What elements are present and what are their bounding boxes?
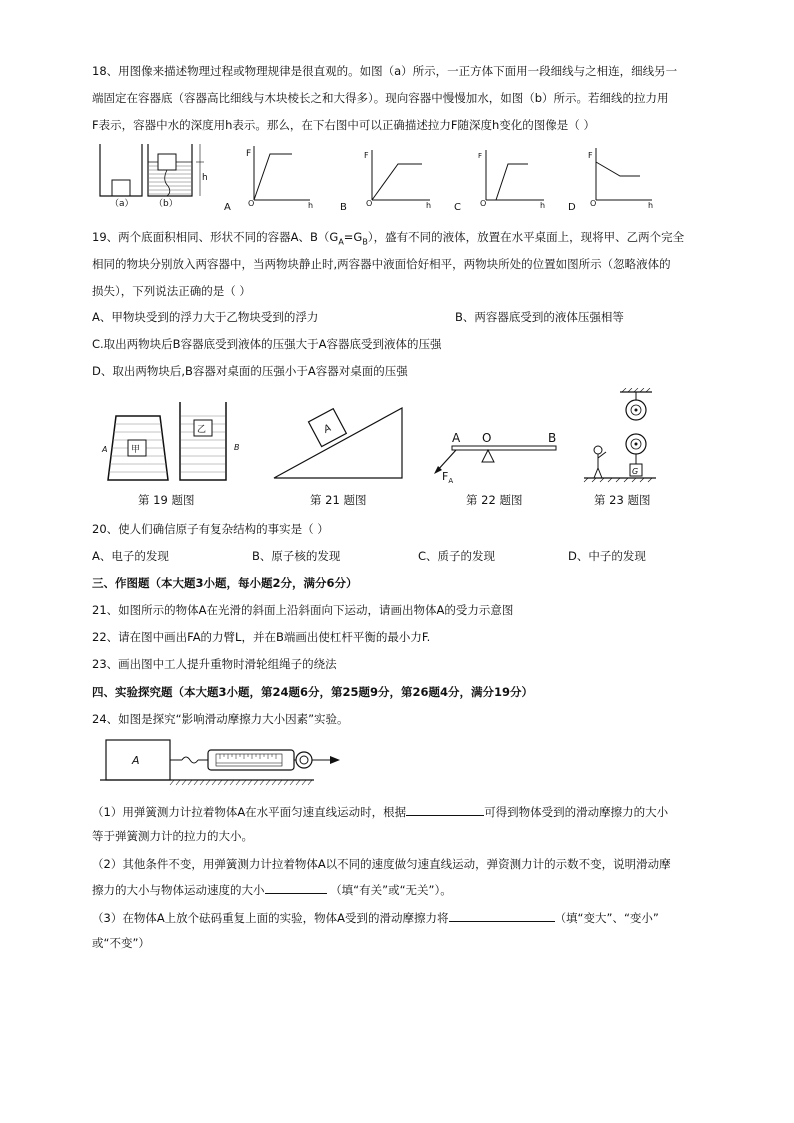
fig23-label-G: G bbox=[632, 467, 639, 476]
q18-line3: F表示，容器中水的深度用h表示。那么，在下右图中可以正确描述拉力F随深度h变化的图像是（ ） bbox=[92, 118, 595, 132]
fig22-label-A: A bbox=[452, 431, 461, 445]
fig22-label-F: $F_A$ bbox=[442, 470, 454, 485]
q19-option-A: A、甲物块受到的浮力大于乙物块受到的浮力 bbox=[92, 310, 319, 324]
q24-part1-blank[interactable] bbox=[406, 803, 484, 816]
fig19 bbox=[101, 402, 240, 507]
q18-C-axis-F: F bbox=[478, 152, 483, 160]
q18-B-axis-F: F bbox=[364, 151, 369, 160]
q18-container-a bbox=[100, 144, 142, 209]
q24-part2-pre: 擦力的大小与物体运动速度的大小 bbox=[92, 883, 265, 897]
q20-option-D: D、中子的发现 bbox=[568, 549, 646, 563]
q22-text: 22、请在图中画出FA的力臂L，并在B端画出使杠杆平衡的最小力F. bbox=[92, 630, 431, 644]
q24-part3-blank[interactable] bbox=[449, 909, 555, 922]
q24-part1-pre: （1）用弹簧测力计拉着物体A在水平面匀速直线运动时，根据 bbox=[92, 805, 407, 819]
q18-A-axis-h: h bbox=[308, 201, 314, 210]
q20-option-A: A、电子的发现 bbox=[92, 549, 169, 563]
q18-line1: 18、用图像来描述物理过程或物理规律是很直观的。如图（a）所示，一正方体下面用一段细线与之相连，细线另一 bbox=[92, 64, 678, 78]
q18-line2: 端固定在容器底（容器高比细线与木块棱长之和大得多）。现向容器中慢慢加水，如图（b）所示。若细线的拉力用 bbox=[92, 91, 669, 105]
fig19-jia: 甲 bbox=[131, 445, 141, 455]
q24-part3-line1 bbox=[92, 909, 659, 926]
q18-A-axis-F: F bbox=[246, 149, 252, 159]
figures-row bbox=[100, 388, 660, 514]
fig21 bbox=[274, 408, 402, 507]
section3-title: 三、作图题（本大题3小题，每小题2分，满分6分） bbox=[92, 576, 358, 590]
fig22-caption: 第 22 题图 bbox=[466, 493, 523, 507]
fig23 bbox=[584, 388, 656, 507]
q24-stem: 24、如图是探究“影响滑动摩擦力大小因素”实验。 bbox=[92, 712, 349, 726]
q19-line1-post: ），盛有不同的液体，放置在水平桌面上，现将甲、乙两个完全 bbox=[367, 230, 685, 244]
q19-option-C: C.取出两物块后B容器底受到液体的压强大于A容器底受到液体的压强 bbox=[92, 337, 442, 351]
fig21-label-A: A bbox=[322, 422, 334, 436]
q19-line1-mid: =G bbox=[343, 230, 363, 244]
q18-graph-D bbox=[568, 148, 653, 213]
q18-option-B: B bbox=[340, 202, 347, 213]
q18-graph-C bbox=[454, 150, 545, 213]
fig19-yi: 乙 bbox=[197, 425, 207, 435]
q21-text: 21、如图所示的物体A在光滑的斜面上沿斜面向下运动，请画出物体A的受力示意图 bbox=[92, 603, 514, 617]
q18-label-a: （a） bbox=[110, 199, 134, 209]
q19-line1-pre: 19、两个底面积相同、形状不同的容器A、B（G bbox=[92, 230, 339, 244]
q24-part3-pre: （3）在物体A上放个砝码重复上面的实验，物体A受到的滑动摩擦力将 bbox=[92, 911, 449, 925]
q18-option-D: D bbox=[568, 202, 576, 213]
q20-option-B: B、原子核的发现 bbox=[252, 549, 341, 563]
q19-sub-A: A bbox=[338, 237, 344, 247]
fig22-label-B: B bbox=[548, 431, 557, 445]
q18-A-origin: O bbox=[248, 199, 255, 208]
q23-text: 23、画出图中工人提升重物时滑轮组绳子的绕法 bbox=[92, 657, 337, 671]
q24-part1-line1 bbox=[92, 803, 668, 820]
q19-line1 bbox=[92, 229, 684, 250]
q24-part3-post: （填“变大”、“变小” bbox=[554, 911, 659, 925]
q18-C-origin: O bbox=[480, 199, 487, 208]
q18-figure bbox=[92, 140, 672, 216]
q24-part1-line2: 等于弹簧测力计的拉力的大小。 bbox=[92, 829, 253, 843]
fig23-caption: 第 23 题图 bbox=[594, 493, 651, 507]
q24-figure bbox=[100, 732, 350, 788]
q24-part3-line2: 或“不变”） bbox=[92, 936, 150, 950]
q19-option-B: B、两容器底受到的液体压强相等 bbox=[455, 310, 624, 324]
fig19-label-A: A bbox=[102, 445, 108, 454]
q18-B-axis-h: h bbox=[426, 201, 432, 210]
section4-title: 四、实验探究题（本大题3小题，第24题6分，第25题9分，第26题4分，满分19分） bbox=[92, 685, 534, 699]
q20-stem: 20、使人们确信原子有复杂结构的事实是（ ） bbox=[92, 522, 329, 536]
q18-option-C: C bbox=[454, 202, 461, 213]
q18-C-axis-h: h bbox=[540, 201, 546, 210]
q18-option-A: A bbox=[224, 202, 231, 213]
q18-D-origin: O bbox=[590, 199, 597, 208]
q19-line2: 相同的物块分别放入两容器中，当两物块静止时,两容器中液面恰好相平，两物块所处的位置如图所示（忽略液体的 bbox=[92, 257, 671, 271]
fig21-caption: 第 21 题图 bbox=[310, 493, 367, 507]
q24-label-A: A bbox=[132, 754, 140, 767]
q18-D-axis-F: F bbox=[588, 151, 593, 160]
q20-option-C: C、质子的发现 bbox=[418, 549, 496, 563]
q18-B-origin: O bbox=[366, 199, 373, 208]
q24-part2-line2 bbox=[92, 881, 452, 898]
q18-graph-B bbox=[340, 150, 431, 213]
q24-part2-post: （填“有关”或“无关”）。 bbox=[326, 883, 452, 897]
q19-option-D: D、取出两物块后,B容器对桌面的压强小于A容器对桌面的压强 bbox=[92, 364, 408, 378]
fig19-caption: 第 19 题图 bbox=[138, 493, 195, 507]
q24-part1-post: 可得到物体受到的滑动摩擦力的大小 bbox=[484, 805, 669, 819]
q18-graph-A bbox=[224, 146, 313, 213]
fig22 bbox=[434, 431, 556, 507]
q24-part2-blank[interactable] bbox=[265, 881, 327, 894]
q19-line3: 损失），下列说法正确的是（ ） bbox=[92, 284, 251, 298]
q24-part2-line1: （2）其他条件不变，用弹簧测力计拉着物体A以不同的速度做匀速直线运动，弹资测力计的示数不变，说明滑动摩 bbox=[92, 857, 671, 871]
q18-container-b bbox=[148, 144, 208, 209]
q18-label-b: （b） bbox=[154, 199, 178, 209]
fig22-label-O: O bbox=[482, 431, 492, 445]
q18-D-axis-h: h bbox=[648, 201, 654, 210]
q18-label-h: h bbox=[202, 173, 208, 183]
fig19-label-B: B bbox=[234, 443, 240, 452]
q19-sub-B: B bbox=[362, 237, 368, 247]
